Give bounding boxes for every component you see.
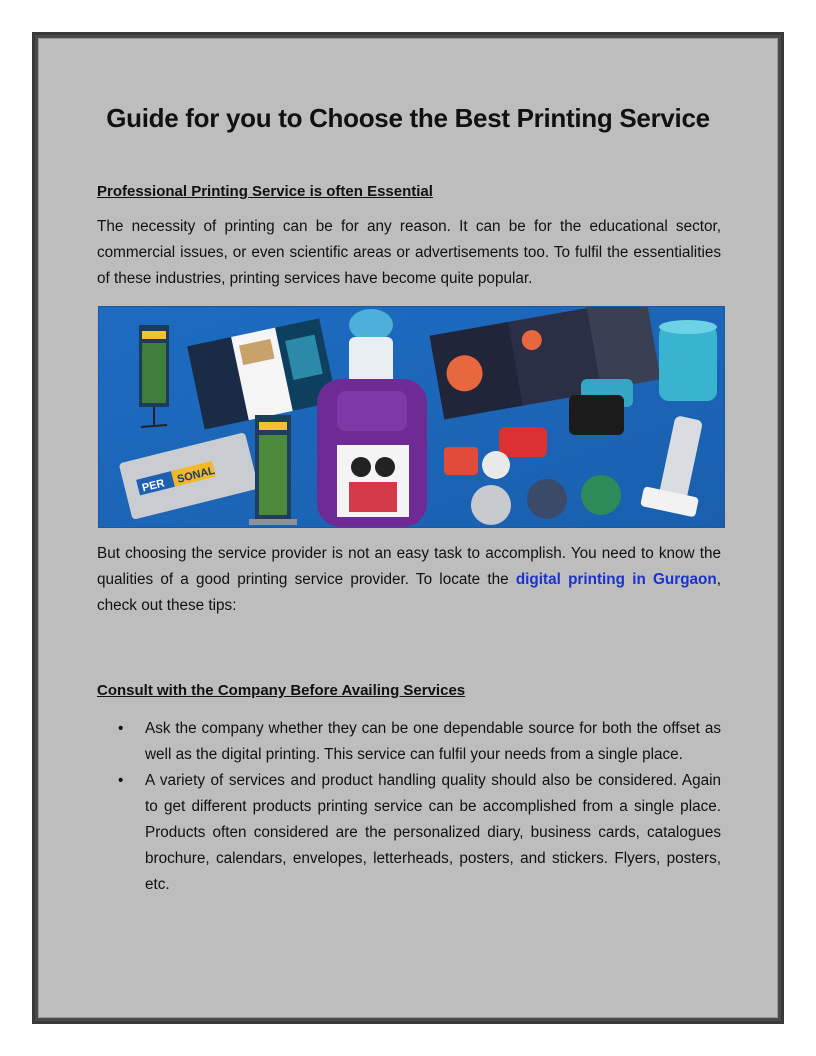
section-heading-professional: Professional Printing Service is often Essential	[97, 183, 433, 200]
tips-list	[97, 716, 721, 898]
card-brand-right: SONAL	[175, 464, 217, 486]
section-heading-consult: Consult with the Company Before Availing Services	[97, 682, 466, 699]
page	[38, 38, 778, 1018]
backpack	[317, 379, 427, 527]
bullet-icon: •	[118, 772, 124, 789]
list-item	[97, 716, 721, 768]
intro-paragraph: The necessity of printing can be for any reason. It can be for the educational sector, commercial issues, or even scientific areas or advertisements too. To fulfil the essentialities of these industries, printing services have become quite popular.	[97, 218, 721, 287]
lunch-box	[659, 320, 717, 401]
list-item-text: A variety of services and product handling quality should also be considered. Again to get different products printing service can be accomplished from a single place. Products often considered are the personalized diary, business cards, catalogues brochure, calendars, envelopes, letterheads, posters, and stickers. Flyers, posters, etc.	[145, 772, 721, 893]
page-title: Guide for you to Choose the Best Printing Service	[106, 103, 710, 133]
paragraph-text-after-link: , check out these tips:	[97, 571, 721, 614]
digital-printing-link[interactable]: digital printing in Gurgaon	[515, 571, 717, 588]
hero-image	[98, 306, 725, 528]
list-item-text: Ask the company whether they can be one dependable source for both the offset as well as the digital printing. This service can fulfil your needs from a single place.	[145, 720, 721, 763]
page-border	[32, 32, 784, 1024]
bullet-icon: •	[118, 720, 124, 737]
rollup-banner-tall	[249, 415, 297, 525]
card-brand-left: PER	[140, 477, 166, 495]
paragraph-choosing-provider	[97, 541, 721, 619]
products-collage-graphic	[99, 307, 724, 527]
list-item	[97, 768, 721, 898]
paragraph-text-before-link: But choosing the service provider is not an easy task to accomplish. You need to know the qualities of a good printing service provider. To locate the	[97, 545, 721, 588]
